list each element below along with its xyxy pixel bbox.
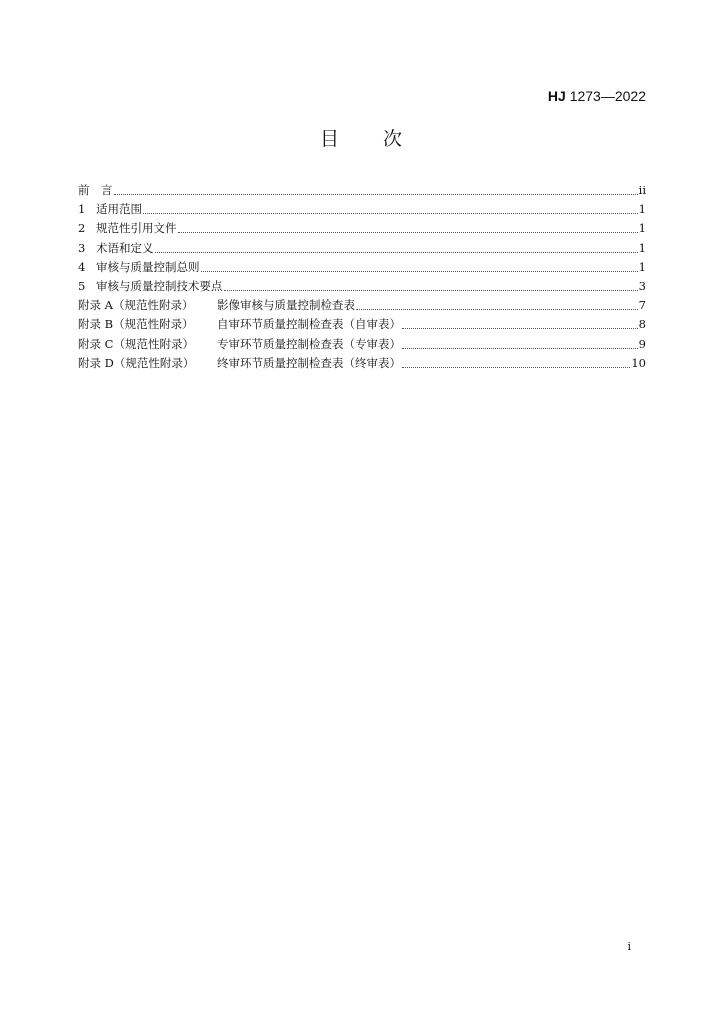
standard-code [548,88,646,104]
page-number: i [627,940,631,953]
toc-entry[interactable] [78,181,646,200]
standard-prefix: HJ [547,88,566,104]
toc-entry-page: 10 [631,355,646,370]
toc-dot-leader [201,271,638,272]
toc-dot-leader [224,290,638,291]
toc-entry-number: 4 [78,259,86,274]
toc-entry-label: 审核与质量控制技术要点 [96,278,223,293]
toc-entry[interactable] [78,315,646,334]
toc-entry-label: 术语和定义 [96,240,154,255]
toc-dot-leader [356,309,638,310]
toc-entry[interactable] [78,354,646,373]
toc-entry-label: 影像审核与质量控制检查表 [217,298,355,313]
toc-entry-label: 终审环节质量控制检查表（终审表） [217,355,401,370]
toc-entry[interactable] [78,277,646,296]
toc-entry-page: 7 [638,298,646,313]
toc-entry-page: 8 [638,317,646,332]
toc-entry[interactable] [78,335,646,354]
toc-entry-label: 自审环节质量控制检查表（自审表） [217,317,401,332]
toc-entry-page: 9 [638,336,646,351]
toc-entry-page: 1 [638,221,646,236]
toc-dot-leader [178,232,638,233]
toc-entry-label: 适用范围 [96,202,142,217]
toc-entry-page: 1 [638,259,646,274]
toc-entry-label: 规范性引用文件 [96,221,177,236]
toc-entry-label: 前 言 [78,183,113,197]
toc-entry[interactable] [78,296,646,315]
toc-dot-leader [114,194,638,195]
toc-entry-number: 2 [78,221,86,236]
toc-entry[interactable] [78,258,646,277]
toc-dot-leader [402,348,638,349]
toc-dot-leader [402,328,638,329]
toc-entry-number: 附录 B（规范性附录） [78,317,194,332]
toc-entry-number: 5 [78,278,86,293]
toc-entry[interactable] [78,239,646,258]
toc-entry-page: 1 [638,240,646,255]
toc-entry-number: 附录 A（规范性附录） [78,298,194,313]
table-of-contents [78,181,646,373]
toc-entry-number: 1 [78,202,86,217]
toc-dot-leader [143,213,638,214]
toc-entry-label: 审核与质量控制总则 [96,259,200,274]
toc-entry-page: 1 [638,202,646,217]
toc-entry-number: 附录 D（规范性附录） [78,355,195,370]
toc-entry-number: 3 [78,240,86,255]
toc-entry[interactable] [78,200,646,219]
page-title: 目 次 [319,128,404,150]
toc-entry-page: 3 [638,278,646,293]
toc-entry-page: ii [638,183,646,197]
toc-entry[interactable] [78,219,646,238]
toc-entry-number: 附录 C（规范性附录） [78,336,194,351]
toc-entry-label: 专审环节质量控制检查表（专审表） [217,336,401,351]
toc-dot-leader [402,367,630,368]
toc-dot-leader [155,252,638,253]
standard-number: 1273—2022 [565,88,646,104]
